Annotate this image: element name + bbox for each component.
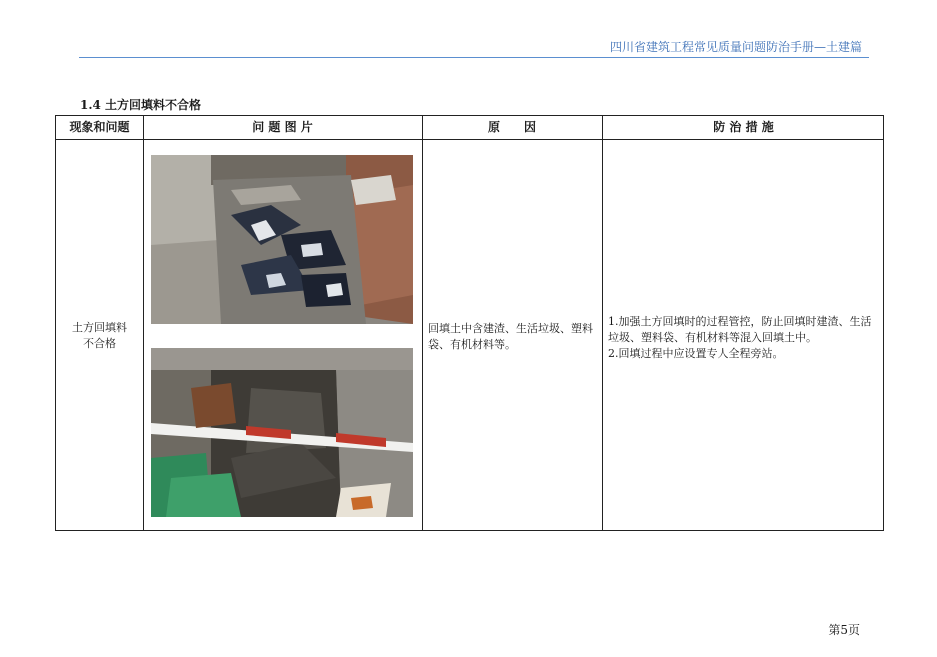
column-header-phenomenon: 现象和问题 — [69, 120, 130, 134]
header-divider — [79, 57, 869, 58]
photo-pit-debris — [151, 348, 413, 517]
quality-issue-table — [55, 115, 884, 531]
phenomenon-cell — [56, 320, 143, 352]
measure-item: 2.回填过程中应设置专人全程旁站。 — [608, 347, 784, 360]
page-number: 第5页 — [828, 623, 860, 637]
header-row-divider — [56, 139, 883, 140]
phenomenon-line: 不合格 — [83, 337, 116, 350]
column-divider — [143, 116, 144, 530]
column-header-measures: 防 治 措 施 — [713, 120, 774, 134]
column-divider — [602, 116, 603, 530]
column-header-photos: 问 题 图 片 — [252, 120, 313, 134]
photo-backfill-waste — [151, 155, 413, 324]
manual-title: 四川省建筑工程常见质量问题防治手册—土建篇 — [609, 40, 862, 54]
measures-cell — [608, 314, 880, 362]
column-header-cause: 原 因 — [487, 120, 536, 134]
phenomenon-line: 土方回填料 — [72, 321, 127, 334]
section-heading: 1.4 土方回填料不合格 — [80, 98, 202, 112]
cause-cell: 回填土中含建渣、生活垃圾、塑料袋、有机材料等。 — [428, 322, 593, 351]
measure-item: 1.加强土方回填时的过程管控，防止回填时建渣、生活垃圾、塑料袋、有机材料等混入回填土中。 — [608, 315, 872, 344]
column-divider — [422, 116, 423, 530]
